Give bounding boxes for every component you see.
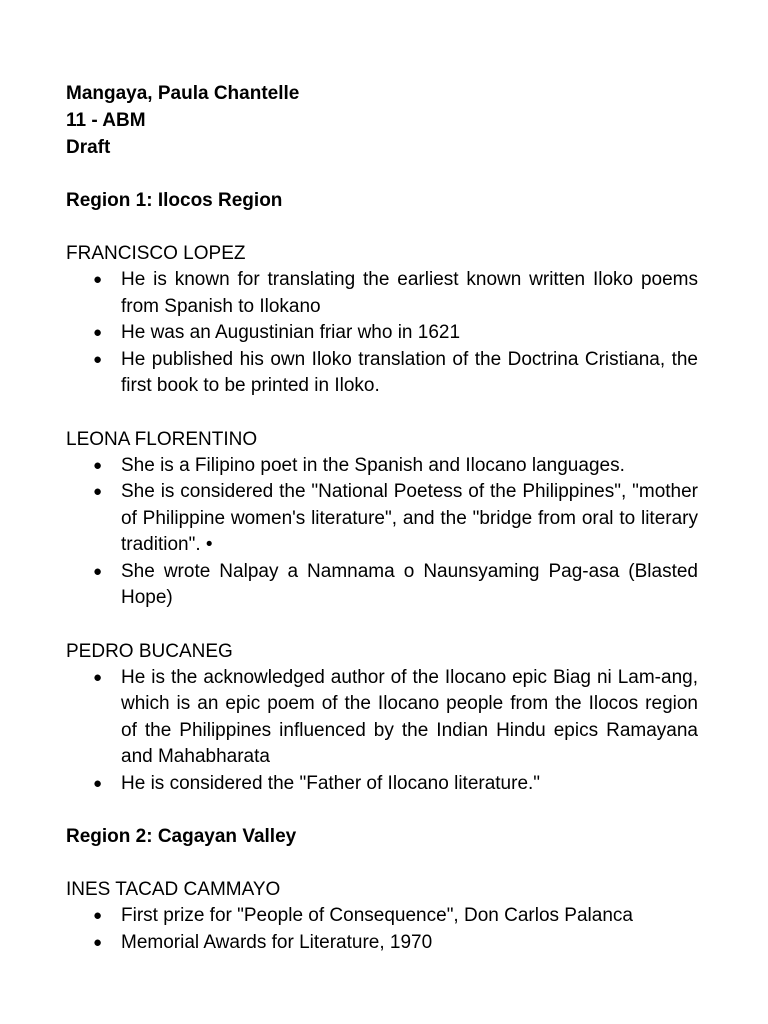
bullet-item: ● First prize for "People of Consequence", Don Carlos Palanca xyxy=(66,903,698,930)
bullet-list xyxy=(66,903,698,956)
bullet-list xyxy=(66,267,698,400)
bullet-item: ● She is considered the "National Poetess of the Philippines", "mother of Philippine women's literature", and the "bridge from oral to literary tradition". • xyxy=(66,479,698,559)
person-name: INES TACAD CAMMAYO xyxy=(66,879,281,900)
person-name: FRANCISCO LOPEZ xyxy=(66,243,246,264)
bullet-item: ● He was an Augustinian friar who in 1621 xyxy=(66,320,698,347)
bullet-list xyxy=(66,453,698,612)
bullet-item: ● She is a Filipino poet in the Spanish and Ilocano languages. xyxy=(66,453,698,480)
region-heading: Region 1: Ilocos Region xyxy=(66,190,283,211)
bullet-list xyxy=(66,665,698,798)
class-section: 11 - ABM xyxy=(66,110,146,131)
bullet-item: ● Memorial Awards for Literature, 1970 xyxy=(66,930,698,957)
document-body xyxy=(66,80,698,956)
bullet-item: ● He is the acknowledged author of the Ilocano epic Biag ni Lam-ang, which is an epic poem of the Ilocano people from the Ilocos region of the Philippines influenced by the Indian Hindu epics Ramayana and Mahabharata xyxy=(66,665,698,771)
draft-label: Draft xyxy=(66,137,111,158)
bullet-item: ● He is known for translating the earliest known written Iloko poems from Spanish to Ilokano xyxy=(66,267,698,320)
bullet-item: ● He published his own Iloko translation of the Doctrina Cristiana, the first book to be printed in Iloko. xyxy=(66,347,698,400)
author-name: Mangaya, Paula Chantelle xyxy=(66,83,300,104)
bullet-item: ● He is considered the "Father of Ilocano literature." xyxy=(66,771,698,798)
bullet-item: ● She wrote Nalpay a Namnama o Naunsyaming Pag-asa (Blasted Hope) xyxy=(66,559,698,612)
region-heading: Region 2: Cagayan Valley xyxy=(66,826,297,847)
person-name: LEONA FLORENTINO xyxy=(66,428,258,450)
person-name: PEDRO BUCANEG xyxy=(66,640,233,662)
